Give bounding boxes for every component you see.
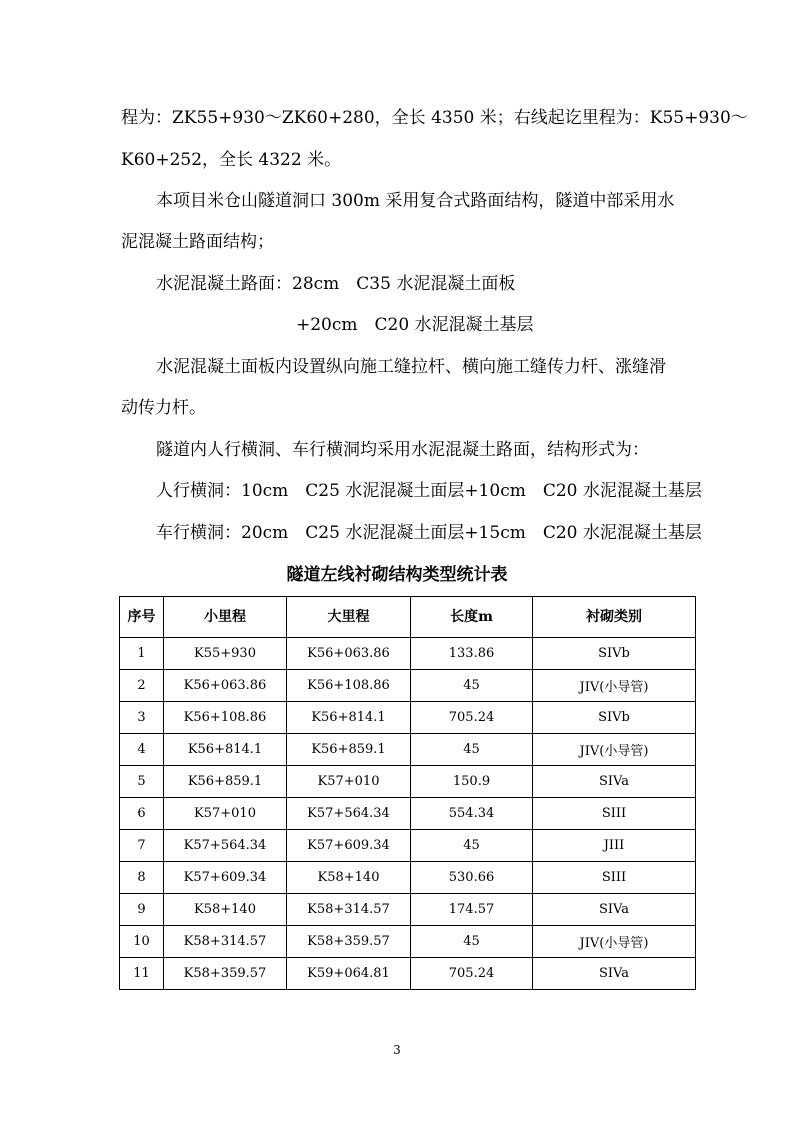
cell-end-station: K57+564.34 <box>287 798 411 830</box>
cell-end-station: K57+609.34 <box>287 830 411 862</box>
table-row <box>120 958 696 990</box>
cell-lining-type: JIII <box>533 830 696 862</box>
cell-length: 174.57 <box>411 894 533 926</box>
cell-length: 45 <box>411 830 533 862</box>
header-end-station: 大里程 <box>287 597 411 638</box>
cell-end-station: K58+314.57 <box>287 894 411 926</box>
cell-length: 45 <box>411 670 533 702</box>
header-start-station: 小里程 <box>164 597 287 638</box>
cell-start-station: K56+063.86 <box>164 670 287 702</box>
cell-start-station: K56+814.1 <box>164 734 287 766</box>
cell-index: 1 <box>120 638 164 670</box>
lining-statistics-table <box>119 596 696 990</box>
table-row <box>120 734 696 766</box>
cell-lining-type: JIV(小导管) <box>533 670 696 702</box>
body-text-line: 水泥混凝土路面：28cm C35 水泥混凝土面板 <box>156 274 516 294</box>
header-index: 序号 <box>120 597 164 638</box>
table-row <box>120 670 696 702</box>
cell-lining-type: SIVa <box>533 766 696 798</box>
cell-lining-type: SIVb <box>533 702 696 734</box>
page-number: 3 <box>393 1043 401 1057</box>
table-title: 隧道左线衬砌结构类型统计表 <box>286 565 508 585</box>
cell-lining-type: SIVa <box>533 958 696 990</box>
cell-lining-type: SIII <box>533 862 696 894</box>
table-row <box>120 862 696 894</box>
cell-start-station: K57+564.34 <box>164 830 287 862</box>
cell-index: 10 <box>120 926 164 958</box>
cell-end-station: K56+859.1 <box>287 734 411 766</box>
table-row <box>120 926 696 958</box>
cell-start-station: K58+140 <box>164 894 287 926</box>
cell-length: 554.34 <box>411 798 533 830</box>
cell-end-station: K59+064.81 <box>287 958 411 990</box>
cell-start-station: K56+859.1 <box>164 766 287 798</box>
cell-length: 45 <box>411 926 533 958</box>
cell-index: 11 <box>120 958 164 990</box>
cell-lining-type: SIVa <box>533 894 696 926</box>
cell-lining-type: JIV(小导管) <box>533 734 696 766</box>
body-text-line: 水泥混凝土面板内设置纵向施工缝拉杆、横向施工缝传力杆、涨缝滑 <box>156 357 666 377</box>
cell-lining-type: SIII <box>533 798 696 830</box>
cell-end-station: K56+063.86 <box>287 638 411 670</box>
body-text-line: 程为：ZK55+930～ZK60+280，全长 4350 米；右线起讫里程为：K55+930～ <box>121 108 748 128</box>
table-row <box>120 894 696 926</box>
cell-start-station: K57+609.34 <box>164 862 287 894</box>
body-text-line: 人行横洞：10cm C25 水泥混凝土面层+10cm C20 水泥混凝土基层 <box>156 481 702 501</box>
header-length: 长度m <box>411 597 533 638</box>
cell-lining-type: SIVb <box>533 638 696 670</box>
cell-start-station: K58+314.57 <box>164 926 287 958</box>
cell-length: 530.66 <box>411 862 533 894</box>
cell-index: 4 <box>120 734 164 766</box>
cell-index: 3 <box>120 702 164 734</box>
cell-end-station: K56+814.1 <box>287 702 411 734</box>
cell-length: 150.9 <box>411 766 533 798</box>
table-row <box>120 638 696 670</box>
cell-start-station: K55+930 <box>164 638 287 670</box>
cell-index: 6 <box>120 798 164 830</box>
cell-lining-type: JIV(小导管) <box>533 926 696 958</box>
cell-end-station: K58+140 <box>287 862 411 894</box>
body-text-line: 隧道内人行横洞、车行横洞均采用水泥混凝土路面，结构形式为： <box>156 440 649 460</box>
cell-index: 9 <box>120 894 164 926</box>
cell-start-station: K56+108.86 <box>164 702 287 734</box>
body-text-line: 动传力杆。 <box>121 398 206 418</box>
cell-end-station: K57+010 <box>287 766 411 798</box>
body-text-line: 车行横洞：20cm C25 水泥混凝土面层+15cm C20 水泥混凝土基层 <box>156 523 702 543</box>
table-row <box>120 798 696 830</box>
table-row <box>120 702 696 734</box>
table-row <box>120 830 696 862</box>
cell-index: 5 <box>120 766 164 798</box>
cell-start-station: K57+010 <box>164 798 287 830</box>
cell-index: 2 <box>120 670 164 702</box>
cell-length: 705.24 <box>411 958 533 990</box>
body-text-line: 本项目米仓山隧道洞口 300m 采用复合式路面结构，隧道中部采用水 <box>156 191 675 211</box>
table-row <box>120 766 696 798</box>
body-text-line: K60+252，全长 4322 米。 <box>121 150 342 170</box>
cell-start-station: K58+359.57 <box>164 958 287 990</box>
cell-length: 133.86 <box>411 638 533 670</box>
body-text-line: +20cm C20 水泥混凝土基层 <box>296 315 534 335</box>
cell-index: 7 <box>120 830 164 862</box>
cell-index: 8 <box>120 862 164 894</box>
cell-length: 705.24 <box>411 702 533 734</box>
table-body <box>120 638 696 990</box>
cell-length: 45 <box>411 734 533 766</box>
table-header-row <box>120 597 696 638</box>
cell-end-station: K56+108.86 <box>287 670 411 702</box>
cell-end-station: K58+359.57 <box>287 926 411 958</box>
body-text-line: 泥混凝土路面结构； <box>121 232 274 252</box>
header-lining-type: 衬砌类别 <box>533 597 696 638</box>
